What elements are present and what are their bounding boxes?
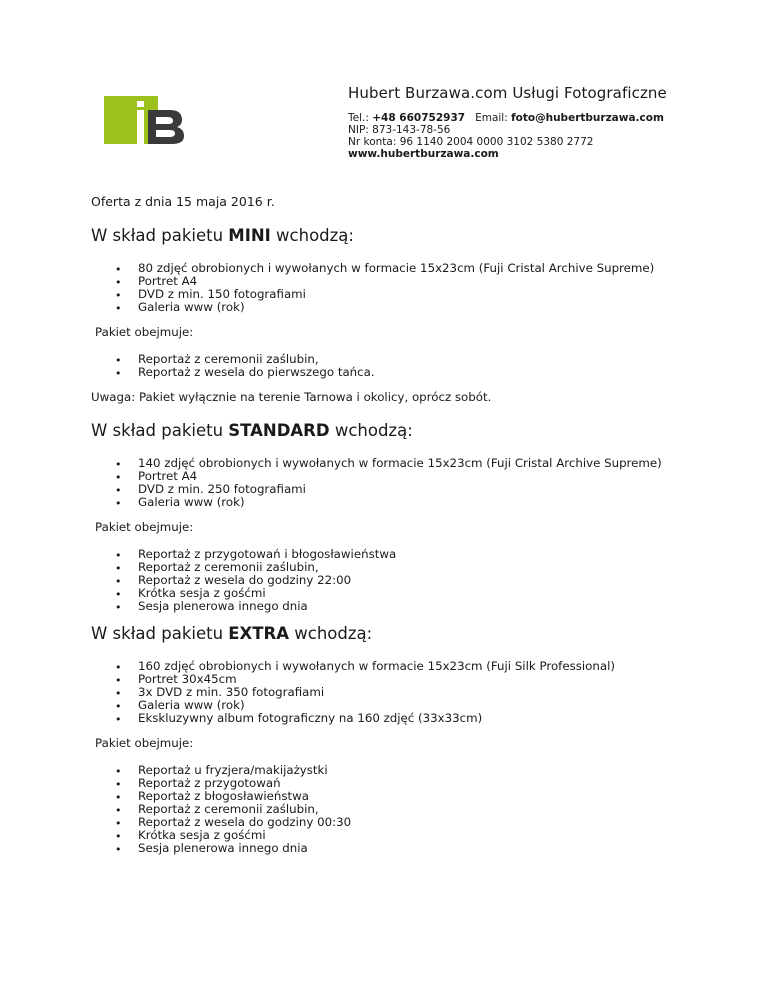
- list-item: • Ekskluzywny album fotograficzny na 160 zdjęć (33x33cm): [115, 711, 483, 726]
- includes-label: Pakiet obejmuje:: [95, 736, 194, 750]
- bullet-icon: •: [115, 302, 122, 315]
- list-item: • DVD z min. 250 fotografiami: [115, 482, 306, 497]
- tel-value: +48 660752937: [372, 112, 466, 124]
- includes-label: Pakiet obejmuje:: [95, 325, 194, 339]
- list-item: • Reportaż z wesela do pierwszego tańca.: [115, 365, 375, 380]
- list-item: • Reportaż z przygotowań: [115, 776, 281, 791]
- email-label: Email:: [475, 112, 512, 124]
- package-items: [91, 457, 751, 509]
- offer-date: Oferta z dnia 15 maja 2016 r.: [91, 194, 275, 209]
- packages: [91, 226, 751, 855]
- package-items: [91, 660, 751, 725]
- bullet-icon: •: [115, 843, 122, 856]
- list-item: • Reportaż u fryzjera/makijażystki: [115, 763, 328, 778]
- list-item: • Reportaż z ceremonii zaślubin,: [115, 802, 319, 817]
- bullet-icon: •: [115, 700, 122, 713]
- list-item: • Galeria www (rok): [115, 300, 245, 315]
- package-heading: W skład pakietu EXTRA wchodzą:: [91, 624, 373, 643]
- list-item: • Reportaż z ceremonii zaślubin,: [115, 352, 319, 367]
- package-note: Uwaga: Pakiet wyłącznie na terenie Tarnowa i okolicy, oprócz sobót.: [91, 390, 492, 404]
- package-includes: [91, 548, 751, 613]
- bullet-icon: •: [115, 497, 122, 510]
- package-includes: [91, 353, 751, 379]
- bullet-icon: •: [115, 791, 122, 804]
- company-name: Hubert Burzawa.com Usługi Fotograficzne: [348, 84, 667, 102]
- package-heading: W skład pakietu STANDARD wchodzą:: [91, 421, 413, 440]
- bullet-icon: •: [115, 562, 122, 575]
- bullet-icon: •: [115, 778, 122, 791]
- tel-label: Tel.:: [348, 112, 373, 124]
- bullet-icon: •: [115, 575, 122, 588]
- list-item: • Sesja plenerowa innego dnia: [115, 599, 308, 614]
- contact-block: [348, 112, 667, 160]
- email-value: foto@hubertburzawa.com: [511, 112, 664, 124]
- package-mini: [91, 226, 751, 404]
- bullet-icon: •: [115, 276, 122, 289]
- list-item: • 140 zdjęć obrobionych i wywołanych w formacie 15x23cm (Fuji Cristal Archive Supreme): [115, 456, 662, 471]
- company-logo: [104, 96, 188, 144]
- package-heading: W skład pakietu MINI wchodzą:: [91, 226, 354, 245]
- list-item: • 80 zdjęć obrobionych i wywołanych w formacie 15x23cm (Fuji Cristal Archive Supreme): [115, 261, 655, 276]
- bullet-icon: •: [115, 687, 122, 700]
- list-item: • Reportaż z błogosławieństwa: [115, 789, 310, 804]
- letterhead: [348, 84, 667, 160]
- list-item: • Krótka sesja z gośćmi: [115, 586, 266, 601]
- list-item: • Portret A4: [115, 274, 198, 289]
- bullet-icon: •: [115, 263, 122, 276]
- bullet-icon: •: [115, 713, 122, 726]
- bullet-icon: •: [115, 367, 122, 380]
- list-item: • DVD z min. 150 fotografiami: [115, 287, 306, 302]
- package-name: STANDARD: [228, 421, 330, 440]
- bullet-icon: •: [115, 817, 122, 830]
- list-item: • Galeria www (rok): [115, 495, 245, 510]
- package-extra: [91, 624, 751, 855]
- list-item: • 160 zdjęć obrobionych i wywołanych w formacie 15x23cm (Fuji Silk Professional): [115, 659, 615, 674]
- package-items: [91, 262, 751, 314]
- list-item: • Reportaż z wesela do godziny 00:30: [115, 815, 352, 830]
- bullet-icon: •: [115, 804, 122, 817]
- nip: NIP: 873-143-78-56: [348, 124, 451, 136]
- list-item: • Portret A4: [115, 469, 198, 484]
- bullet-icon: •: [115, 471, 122, 484]
- list-item: • Sesja plenerowa innego dnia: [115, 841, 308, 856]
- list-item: • Reportaż z wesela do godziny 22:00: [115, 573, 352, 588]
- package-includes: [91, 764, 751, 855]
- contact-line-1: [348, 112, 667, 124]
- bullet-icon: •: [115, 588, 122, 601]
- bullet-icon: •: [115, 458, 122, 471]
- list-item: • Portret 30x45cm: [115, 672, 237, 687]
- bullet-icon: •: [115, 289, 122, 302]
- package-name: EXTRA: [228, 624, 290, 643]
- website: www.hubertburzawa.com: [348, 148, 499, 160]
- bullet-icon: •: [115, 484, 122, 497]
- bullet-icon: •: [115, 549, 122, 562]
- includes-label: Pakiet obejmuje:: [95, 520, 194, 534]
- list-item: • Galeria www (rok): [115, 698, 245, 713]
- package-standard: [91, 421, 751, 613]
- bullet-icon: •: [115, 354, 122, 367]
- bullet-icon: •: [115, 601, 122, 614]
- bullet-icon: •: [115, 674, 122, 687]
- bullet-icon: •: [115, 765, 122, 778]
- list-item: • Krótka sesja z gośćmi: [115, 828, 266, 843]
- bullet-icon: •: [115, 830, 122, 843]
- list-item: • 3x DVD z min. 350 fotografiami: [115, 685, 325, 700]
- bullet-icon: •: [115, 661, 122, 674]
- account-number: Nr konta: 96 1140 2004 0000 3102 5380 2772: [348, 136, 594, 148]
- list-item: • Reportaż z ceremonii zaślubin,: [115, 560, 319, 575]
- package-name: MINI: [228, 226, 271, 245]
- list-item: • Reportaż z przygotowań i błogosławieństwa: [115, 547, 397, 562]
- offer-content: [91, 194, 751, 866]
